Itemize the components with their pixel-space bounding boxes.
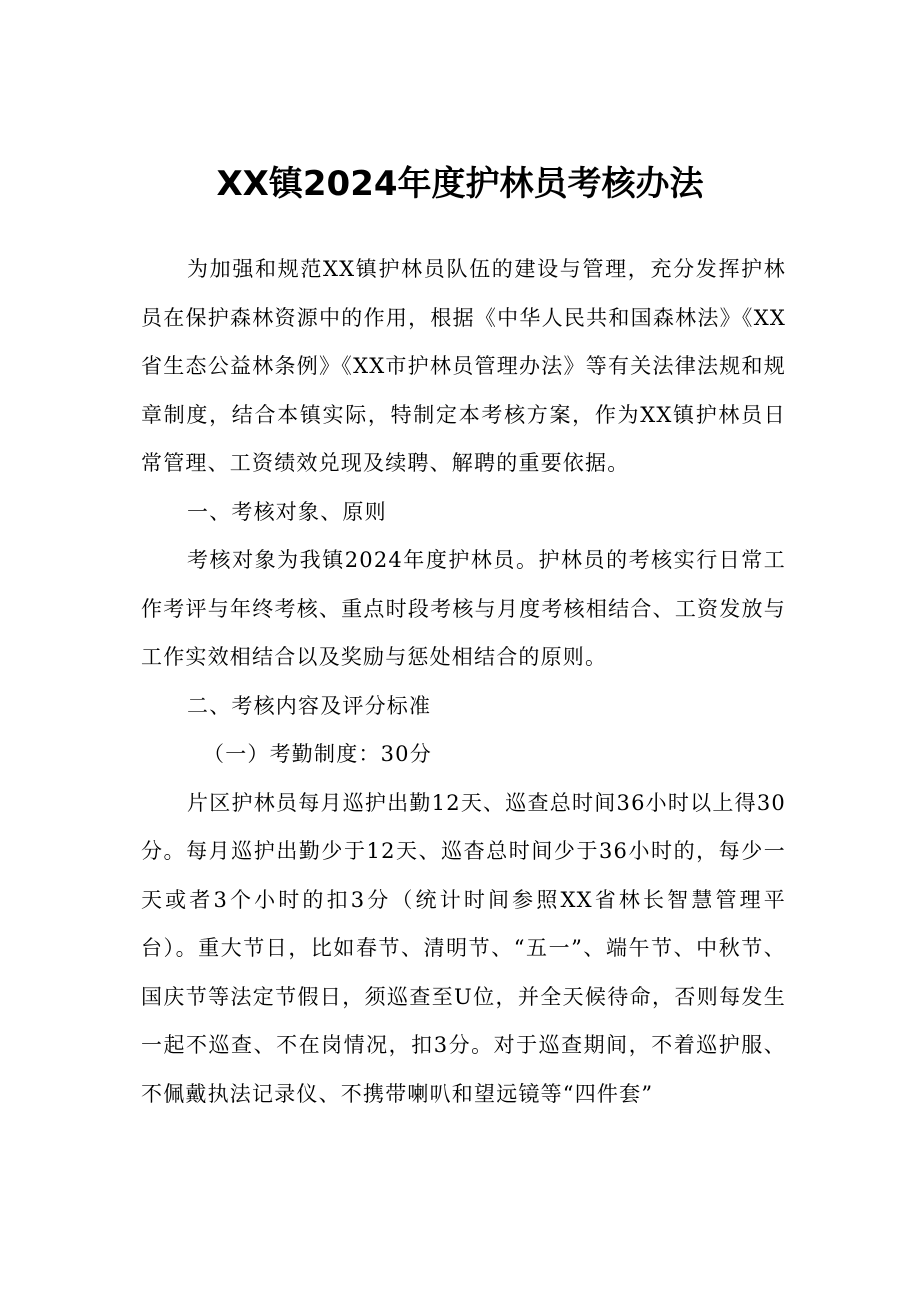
section-1-paragraph: 考核对象为我镇2024年度护林员。护林员的考核实行日常工作考评与年终考核、重点时段考核与月度考核相结合、工资发放与工作实效相结合以及奖励与惩处相结合的原则。 [141, 548, 786, 669]
intro-paragraph: 为加强和规范XX镇护林员队伍的建设与管理，充分发挥护林员在保护森林资源中的作用，根据《中华人民共和国森林法》《XX省生态公益林条例》《XX市护林员管理办法》等有关法律法规和规章制度，结合本镇实际，特制定本考核方案，作为XX镇护林员日常管理、工资绩效兑现及续聘、解聘的重要依据。 [141, 257, 786, 475]
document-body [141, 245, 786, 1118]
attendance-paragraph: 片区护林员每月巡护出勤12天、巡查总时间36小时以上得30分。每月巡护出勤少于12天、巡杳总时间少于36小时的，每少一天或者3个小时的扣3分（统计时间参照XX省林长智慧管理平台）。重大节日，比如春节、清明节、“五一”、端午节、中秋节、国庆节等法定节假日，须巡查至U位，并全天候待命，否则每发生一起不巡查、不在岗情况，扣3分。对于巡查期间，不着巡护服、不佩戴执法记录仪、不携带喇叭和望远镜等“四件套” [141, 790, 786, 1106]
document-title: XX镇2024年度护林员考核办法 [216, 164, 704, 204]
section-heading-2: 二、考核内容及评分标准 [187, 693, 432, 718]
subsection-heading-attendance: （一）考勤制度：30分 [203, 742, 432, 766]
section-heading-1: 一、考核对象、原则 [187, 499, 387, 524]
